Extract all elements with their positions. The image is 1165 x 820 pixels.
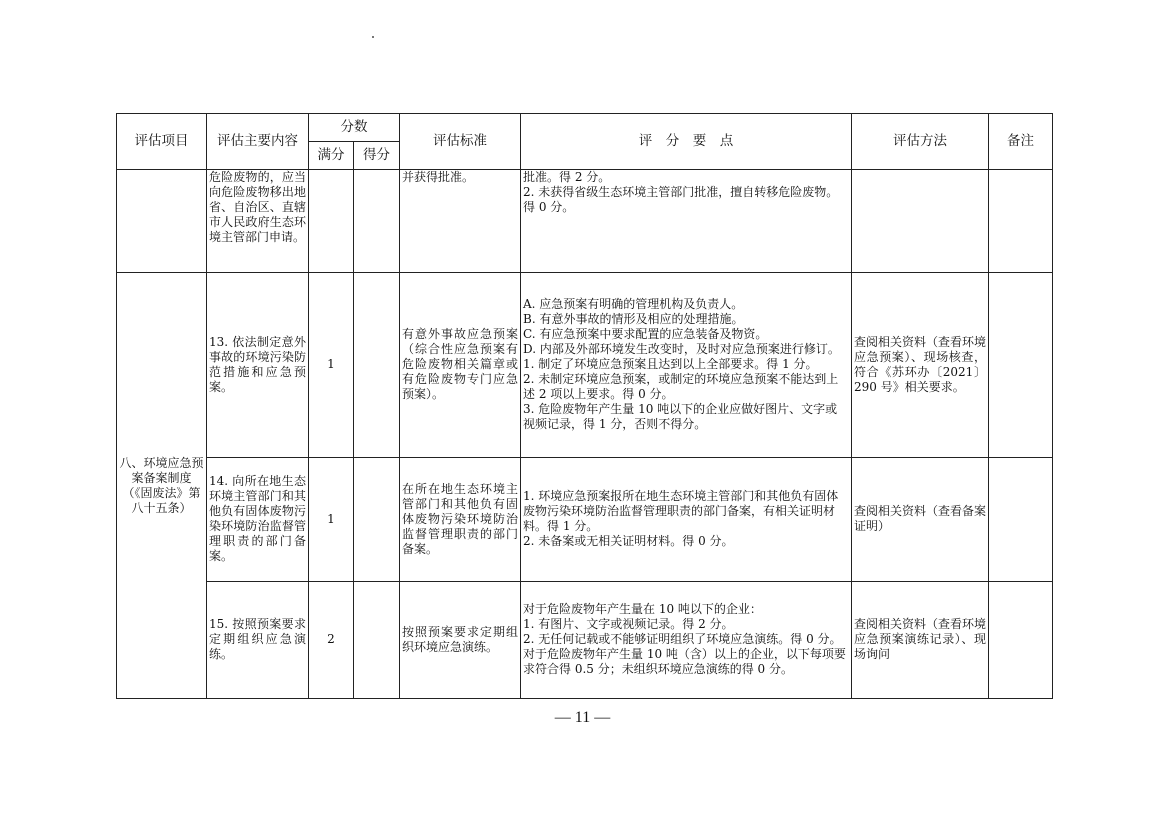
scan-speck [372,36,374,38]
header-points: 评 分 要 点 [521,114,852,170]
cell-method: 查阅相关资料（查看环境应急预案演练记录）、现场询问 [852,581,989,698]
cell-standard: 并获得批准。 [400,170,521,273]
cell-content: 危险废物的，应当向危险废物移出地省、自治区、直辖市人民政府生态环境主管部门申请。 [207,170,309,273]
cell-standard: 按照预案要求定期组织环境应急演练。 [400,581,521,698]
table-row [117,170,1053,273]
cell-method [852,170,989,273]
cell-points [521,457,852,581]
point-line: 2. 未制定环境应急预案，或制定的环境应急预案不能达到上述 2 项以上要求。得 0 分。 [523,372,839,402]
header-score: 分数 [309,114,400,142]
point-line: 3. 危险废物年产生量 10 吨以下的企业应做好图片、文字或视频记录，得 1 分，否则不得分。 [523,402,838,432]
point-line: 2. 未备案或无相关证明材料。得 0 分。 [523,534,734,549]
cell-got-score [354,581,400,698]
cell-note [989,170,1053,273]
point-line: 对于危险废物年产生量 10 吨（含）以上的企业，以下每项要求符合得 0.5 分；未组织环境应急演练的得 0 分。 [523,647,846,677]
cell-content: 15. 按照预案要求定期组织应急演练。 [207,581,309,698]
point-line: C. 有应急预案中要求配置的应急装备及物资。 [523,327,768,342]
cell-full-score [309,170,354,273]
cell-standard: 有意外事故应急预案（综合性应急预案有危险废物相关篇章或有危险废物专门应急预案）。 [400,273,521,457]
point-line: 2. 无任何记载或不能够证明组织了环境应急演练。得 0 分。 [523,632,842,647]
header-full-score: 满分 [309,142,354,170]
header-row-1 [117,114,1053,142]
cell-content: 14. 向所在地生态环境主管部门和其他负有固体废物污染环境防治监督管理职责的部门备案。 [207,457,309,581]
cell-standard: 在所在地生态环境主管部门和其他负有固体废物污染环境防治监督管理职责的部门备案。 [400,457,521,581]
point-line: 对于危险废物年产生量在 10 吨以下的企业： [523,602,762,617]
cell-full-score: 1 [309,457,354,581]
table-row [117,273,1053,457]
table-row [117,457,1053,581]
cell-note [989,273,1053,457]
table-row [117,581,1053,698]
point-line: A. 应急预案有明确的管理机构及负责人。 [523,297,744,312]
cell-full-score: 1 [309,273,354,457]
header-item: 评估项目 [117,114,207,170]
cell-item-group: 八、环境应急预案备案制度（《固废法》第八十五条） [117,273,207,699]
point-line: 1. 有图片、文字或视频记录。得 2 分。 [523,617,734,632]
cell-item-empty [117,170,207,273]
header-standard: 评估标准 [400,114,521,170]
cell-got-score [354,457,400,581]
cell-points [521,581,852,698]
point-line: 1. 制定了环境应急预案且达到以上全部要求。得 1 分。 [523,357,818,372]
point-line: 2. 未获得省级生态环境主管部门批准，擅自转移危险废物。得 0 分。 [523,185,839,215]
cell-points [521,273,852,457]
cell-note [989,457,1053,581]
header-note: 备注 [989,114,1053,170]
header-method: 评估方法 [852,114,989,170]
point-line: 1. 环境应急预案报所在地生态环境主管部门和其他负有固体废物污染环境防治监督管理职责的部门备案，有相关证明材料。得 1 分。 [523,489,839,534]
header-got-score: 得分 [354,142,400,170]
point-line: B. 有意外事故的情形及相应的处理措施。 [523,312,744,327]
evaluation-table [116,113,1053,699]
cell-note [989,581,1053,698]
point-line: D. 内部及外部环境发生改变时，及时对应急预案进行修订。 [523,342,840,357]
header-content: 评估主要内容 [207,114,309,170]
page-number: — 11 — [554,709,611,726]
cell-method: 查阅相关资料（查看环境应急预案）、现场核查，符合《苏环办〔2021〕290 号》相关要求。 [852,273,989,457]
cell-got-score [354,170,400,273]
cell-content: 13. 依法制定意外事故的环境污染防范措施和应急预案。 [207,273,309,457]
cell-points [521,170,852,273]
point-line: 批准。得 2 分。 [523,170,611,185]
cell-got-score [354,273,400,457]
cell-method: 查阅相关资料（查看备案证明） [852,457,989,581]
cell-full-score: 2 [309,581,354,698]
